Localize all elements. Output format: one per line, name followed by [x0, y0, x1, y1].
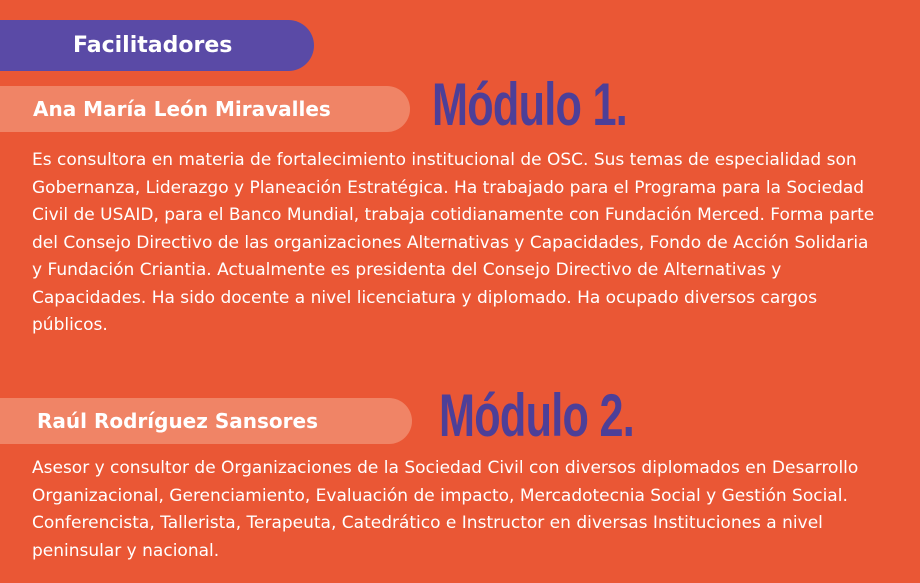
facilitator-name: Ana María León Miravalles — [33, 97, 331, 121]
facilitator-bio: Es consultora en materia de fortalecimiento institucional de OSC. Sus temas de especialidad son Gobernanza, Liderazgo y Planeación Estratégica. Ha trabajado para el Programa para la Sociedad Civil de USAID, para el Banco Mundial, trabaja cotidianamente con Fundación Merced. Forma parte del Consejo Directivo de las organizaciones Alternativas y Capacidades, Fondo de Acción Solidaria y Fundación Criantia. Actualmente es presidenta del Consejo Directivo de Alternativas y Capacidades. Ha sido docente a nivel licenciatura y diplomado. Ha ocupado diversos cargos públicos. — [32, 150, 875, 335]
section-header — [0, 20, 314, 71]
facilitator-name: Raúl Rodríguez Sansores — [37, 409, 318, 433]
facilitator-name-pill — [0, 398, 412, 444]
facilitator-bio: Asesor y consultor de Organizaciones de la Sociedad Civil con diversos diplomados en Desarrollo Organizacional, Gerenciamiento, Evaluación de impacto, Mercadotecnia Social y Gestión Social. Conferencista, Tallerista, Terapeuta, Catedrático e Instructor en diversas Instituciones a nivel peninsular y nacional. — [32, 458, 859, 561]
module-title: Módulo 2. — [439, 382, 635, 449]
module-title: Módulo 1. — [432, 71, 628, 138]
facilitator-name-pill — [0, 86, 410, 132]
section-title: Facilitadores — [73, 33, 233, 58]
